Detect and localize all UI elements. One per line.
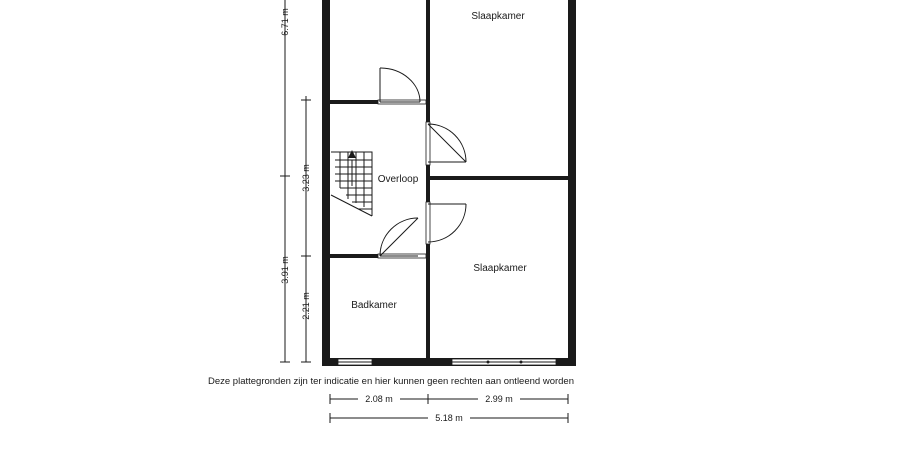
dimension-left-inner	[301, 96, 311, 362]
dimension-label-3-23: 3.23 m	[301, 164, 311, 192]
window-mullion	[520, 361, 523, 364]
dimension-left-outer	[280, 0, 290, 362]
outer-wall-left	[322, 0, 330, 366]
outer-wall-right	[568, 0, 576, 366]
door-slaapkamer-top	[426, 122, 466, 165]
interior-wall-vertical-bottom	[426, 244, 430, 360]
stair-arrow-icon	[348, 150, 356, 158]
interior-wall-vertical-top	[426, 0, 430, 122]
door-badkamer	[378, 218, 426, 258]
interior-wall-bedrooms	[430, 176, 568, 180]
dimension-label-3-91: 3.91 m	[280, 256, 290, 284]
dimension-label-6-71: 6.71 m	[280, 8, 290, 36]
room-label-slaapkamer-top: Slaapkamer	[471, 11, 525, 22]
room-label-badkamer: Badkamer	[351, 300, 397, 311]
interior-wall-top-left	[330, 100, 378, 104]
interior-wall-vertical-mid	[426, 165, 430, 202]
room-label-slaapkamer-bottom: Slaapkamer	[473, 263, 527, 274]
dimension-label-2-21: 2.21 m	[301, 292, 311, 320]
door-top-left-room	[378, 68, 426, 104]
door-slaapkamer-bottom	[426, 202, 466, 244]
dimension-label-2-99: 2.99 m	[485, 394, 513, 404]
disclaimer-text: Deze plattegronden zijn ter indicatie en hier kunnen geen rechten aan ontleend worden	[207, 376, 575, 387]
room-label-overloop: Overloop	[377, 174, 419, 185]
staircase	[331, 150, 372, 216]
dimension-label-2-08: 2.08 m	[365, 394, 393, 404]
window-mullion	[487, 361, 490, 364]
dimension-label-5-18: 5.18 m	[435, 413, 463, 423]
interior-wall-badkamer	[330, 254, 378, 258]
